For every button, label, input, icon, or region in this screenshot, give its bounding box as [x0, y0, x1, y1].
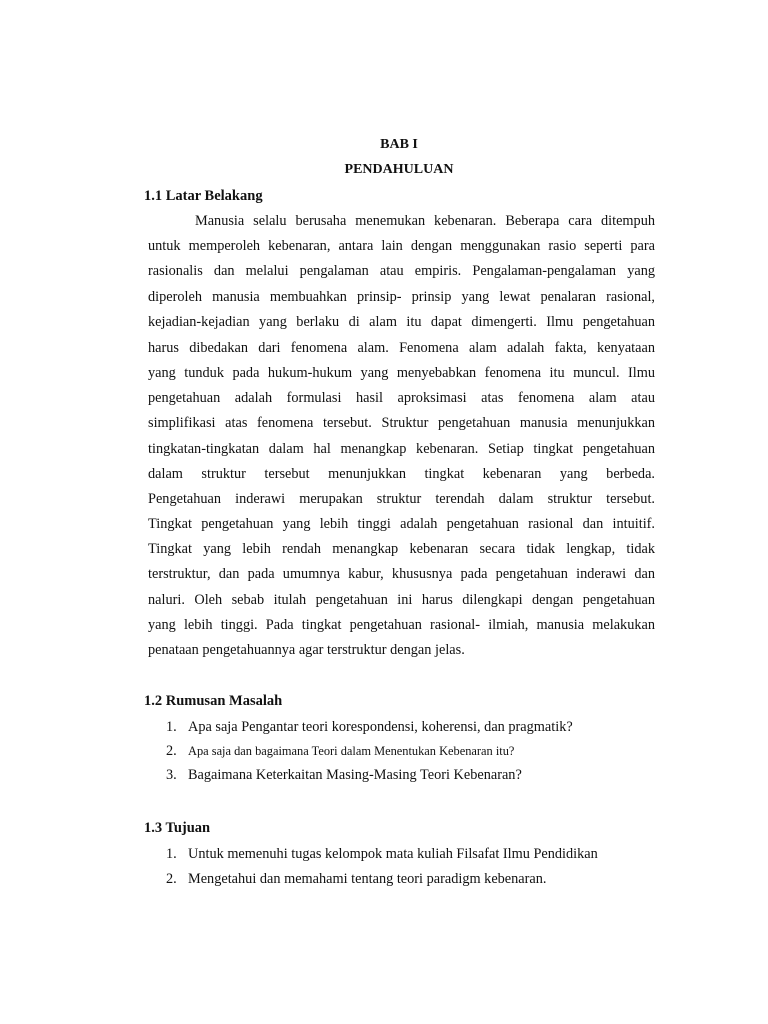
- list-item-number: 2.: [166, 743, 177, 759]
- paragraph-line: kejadian-kejadian yang berlaku di alam itu dapat dimengerti. Ilmu pengetahuan: [148, 314, 655, 330]
- paragraph-line: Pengetahuan inderawi merupakan struktur terendah dalam struktur tersebut.: [148, 491, 655, 507]
- list-item-number: 3.: [166, 767, 177, 783]
- chapter-subtitle: PENDAHULUAN: [344, 162, 454, 177]
- paragraph-line: pengetahuan adalah formulasi hasil aproksimasi atas fenomena alam atau: [148, 390, 655, 406]
- paragraph-line: tingkatan-tingkatan dalam hal menangkap kebenaran. Setiap tingkat pengetahuan: [148, 441, 655, 457]
- paragraph-line: diperoleh manusia membuahkan prinsip- prinsip yang lewat penalaran rasional,: [148, 289, 655, 305]
- list-item-text: Mengetahui dan memahami tentang teori paradigm kebenaran.: [188, 871, 547, 887]
- paragraph-line: dalam struktur tersebut menunjukkan tingkat kebenaran yang berbeda.: [148, 466, 655, 482]
- list-item-text: Apa saja dan bagaimana Teori dalam Menentukan Kebenaran itu?: [188, 744, 515, 758]
- list-item-number: 1.: [166, 719, 177, 735]
- paragraph-line: terstruktur, dan pada umumnya kabur, khususnya pada pengetahuan inderawi dan: [148, 566, 655, 582]
- chapter-title: BAB I: [380, 137, 418, 152]
- list-item-text: Apa saja Pengantar teori korespondensi, koherensi, dan pragmatik?: [188, 719, 573, 735]
- paragraph-line: simplifikasi atas fenomena tersebut. Struktur pengetahuan manusia menunjukkan: [148, 415, 655, 431]
- list-item-number: 2.: [166, 871, 177, 887]
- paragraph-line: rasionalis dan melalui pengalaman atau empiris. Pengalaman-pengalaman yang: [148, 263, 655, 279]
- paragraph-line: harus dibedakan dari fenomena alam. Fenomena alam adalah fakta, kenyataan: [148, 340, 655, 356]
- list-item-text: Untuk memenuhi tugas kelompok mata kuliah Filsafat Ilmu Pendidikan: [188, 846, 598, 862]
- paragraph-line: naluri. Oleh sebab itulah pengetahuan ini harus dilengkapi dengan pengetahuan: [148, 592, 655, 608]
- paragraph-line: penataan pengetahuannya agar terstruktur dengan jelas.: [148, 642, 465, 658]
- paragraph-line: yang lebih tinggi. Pada tingkat pengetahuan rasional- ilmiah, manusia melakukan: [148, 617, 655, 633]
- paragraph-line: Tingkat yang lebih rendah menangkap kebenaran secara tidak lengkap, tidak: [148, 541, 655, 557]
- paragraph-line: Manusia selalu berusaha menemukan kebenaran. Beberapa cara ditempuh: [195, 213, 655, 229]
- paragraph-line: Tingkat pengetahuan yang lebih tinggi adalah pengetahuan rasional dan intuitif.: [148, 516, 655, 532]
- section-heading-rumusan-masalah: 1.2 Rumusan Masalah: [144, 693, 283, 709]
- list-item-number: 1.: [166, 846, 177, 862]
- section-heading-latar-belakang: 1.1 Latar Belakang: [144, 188, 263, 204]
- paragraph-line: yang tunduk pada hukum-hukum yang menyebabkan fenomena itu muncul. Ilmu: [148, 365, 655, 381]
- paragraph-line: untuk memperoleh kebenaran, antara lain dengan menggunakan rasio seperti para: [148, 238, 655, 254]
- list-item-text: Bagaimana Keterkaitan Masing-Masing Teori Kebenaran?: [188, 767, 522, 783]
- section-heading-tujuan: 1.3 Tujuan: [144, 820, 211, 836]
